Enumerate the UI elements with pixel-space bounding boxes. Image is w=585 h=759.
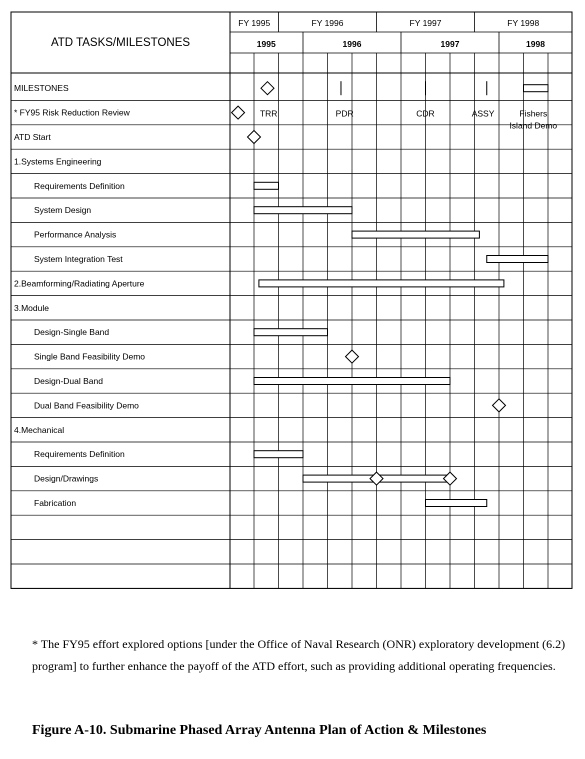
task-label: ATD Start [14, 132, 51, 142]
calendar-year-label: 1995 [256, 39, 276, 49]
task-label: 2.Beamforming/Radiating Aperture [14, 278, 145, 289]
task-label: Performance Analysis [34, 229, 117, 240]
table-title: ATD TASKS/MILESTONES [50, 37, 191, 49]
chart-header [51, 18, 545, 49]
footnote: * The FY95 effort explored options [under the Office of Naval Research (ONR) exploratory development (6.2) program] to further enhance the payoff of the ATD effort, such as providing additional operating frequencies. [32, 637, 566, 673]
task-bar [254, 329, 328, 336]
calendar-year-label: 1998 [526, 39, 545, 49]
task-label: Fabrication [34, 498, 77, 508]
task-bar [487, 256, 548, 263]
fiscal-year-label: FY 1998 [507, 18, 540, 28]
task-bar [426, 500, 487, 507]
milestone-diamond [346, 350, 359, 363]
task-label: System Integration Test [34, 254, 123, 264]
task-label: 4.Mechanical [14, 424, 65, 435]
task-label: Design-Single Band [34, 327, 110, 338]
task-bar [254, 451, 303, 458]
milestone-label: Fishers [519, 108, 548, 119]
task-label: Requirements Definition [34, 180, 125, 191]
task-bar [254, 182, 279, 189]
milestone-label: Island Demo [509, 120, 558, 131]
task-bar [254, 207, 352, 214]
task-label: System Design [34, 205, 92, 216]
task-bar [254, 378, 450, 385]
milestone-label: ASSY [471, 108, 495, 119]
milestone-label: CDR [416, 108, 435, 119]
milestone-label: PDR [335, 108, 354, 119]
task-label: 1.Systems Engineering [14, 156, 102, 167]
task-bar [259, 280, 504, 287]
task-bar [524, 85, 549, 92]
milestone-diamond [261, 82, 274, 95]
task-label: Requirements Definition [34, 449, 125, 460]
fiscal-year-label: FY 1997 [409, 18, 442, 28]
milestone-diamond [493, 399, 506, 412]
milestone-diamond [444, 472, 457, 485]
chart-frame [11, 12, 572, 588]
chart-grid [11, 12, 572, 588]
milestone-diamond [232, 106, 245, 119]
task-label: Single Band Feasibility Demo [34, 351, 146, 362]
calendar-year-label: 1996 [342, 39, 362, 49]
task-label: Dual Band Feasibility Demo [34, 400, 139, 411]
milestone-diamond [370, 472, 383, 485]
task-label: Design-Dual Band [34, 376, 103, 386]
task-label: MILESTONES [14, 83, 69, 94]
task-label: Design/Drawings [34, 473, 99, 484]
task-bar [352, 231, 479, 238]
task-label: * FY95 Risk Reduction Review [14, 107, 130, 118]
figure-caption: Figure A-10. Submarine Phased Array Antenna Plan of Action & Milestones [32, 723, 487, 738]
fiscal-year-label: FY 1995 [238, 18, 271, 28]
milestone-label: TRR [259, 108, 278, 119]
chart-marks [232, 81, 558, 506]
fiscal-year-label: FY 1996 [311, 18, 344, 28]
milestone-diamond [248, 131, 261, 144]
task-label: 3.Module [14, 302, 49, 313]
calendar-year-label: 1997 [440, 39, 460, 49]
